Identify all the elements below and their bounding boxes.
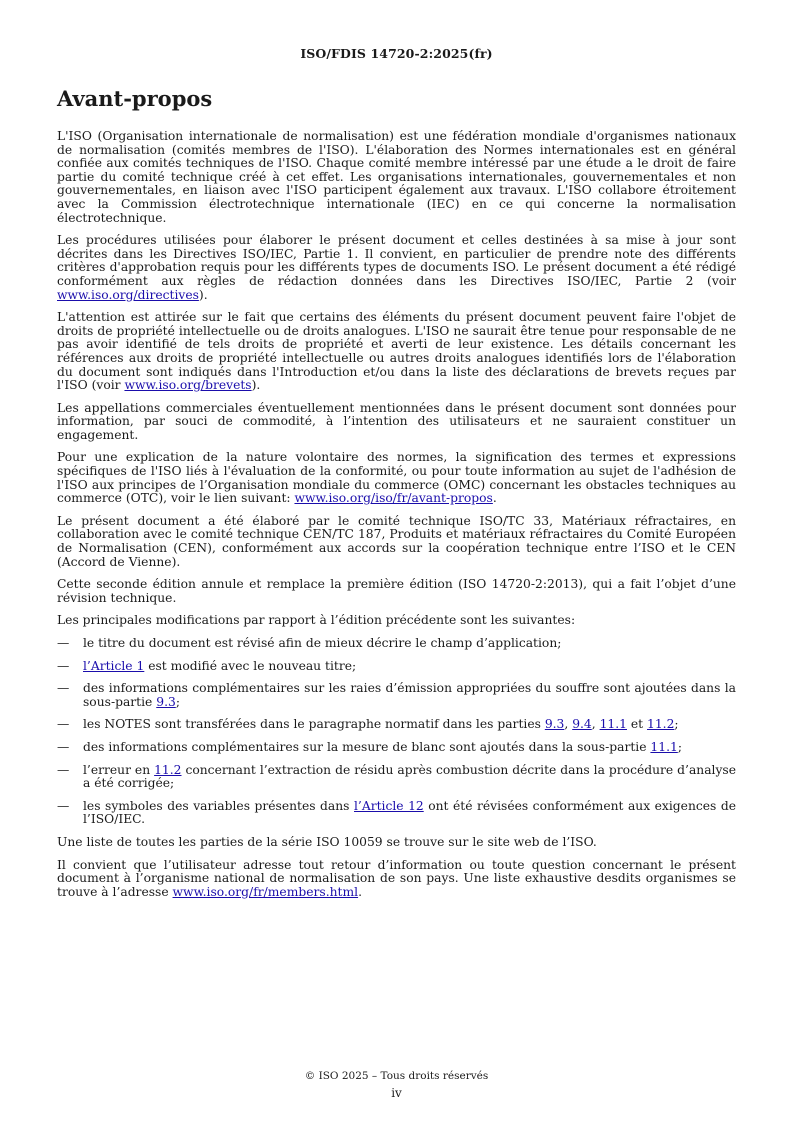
paragraph-patents: L'attention est attirée sur le fait que certains des éléments du présent document peuvent faire l'objet de droits de propriété intellectuelle ou de droits analogues. L'ISO ne saurait être tenue pour responsable de ne pas avoir identifié de tels droits de propriété et averti de leur existence. Les détails concernant les références aux droits de propriété intellectuelle ou autres droits analogues identifiés lors de l'élaboration du document sont indiqués dans l'Introduction et/ou dans la liste des déclarations de brevets reçues par l'ISO (voir www.iso.org/brevets). [57,310,736,393]
link-11-2[interactable]: 11.2 [154,762,182,777]
link-directives[interactable]: www.iso.org/directives [57,287,199,302]
copyright-notice: © ISO 2025 – Tous droits réservés [304,1070,489,1082]
list-item: — des informations complémentaires sur la mesure de blanc sont ajoutés dans la sous-partie 11.1; [57,739,682,754]
link-article-1[interactable]: l’Article 1 [83,658,145,673]
paragraph-series: Une liste de toutes les parties de la série ISO 10059 se trouve sur le site web de l’ISO. [57,834,597,849]
link-brevets[interactable]: www.iso.org/brevets [124,378,252,393]
link-9-3[interactable]: 9.3 [544,717,565,732]
list-item: — l’erreur en 11.2 concernant l’extraction de résidu après combustion décrite dans la procédure d’analyse a été corrigée; [57,762,736,791]
link-9-4[interactable]: 9.4 [572,717,592,732]
paragraph-committee: Le présent document a été élaboré par le comité technique ISO/TC 33, Matériaux réfractaires, en collaboration avec le comité technique CEN/TC 187, Produits et matériaux réfractaires du Comité Européen de Normalisation (CEN), conformément aux accords sur la coopération technique entre l’ISO et le CEN (Accord de Vienne). [57,513,736,569]
link-11-1[interactable]: 11.1 [599,717,627,732]
link-11-1[interactable]: 11.1 [650,739,678,754]
link-9-3[interactable]: 9.3 [156,694,176,709]
list-dash: — [57,739,70,754]
list-dash: — [57,636,70,650]
section-title: Avant-propos [57,86,213,111]
paragraph-voluntary: Pour une explication de la nature volontaire des normes, la signification des termes et expressions spécifiques de l'ISO liés à l'évaluation de la conformité, ou pour toute information au sujet de l'adhésion de l'ISO aux principes de l’Organisation mondiale du commerce (OMC) concernant les obstacles techniques au commerce (OTC), voir le lien suivant: www.iso.org/iso/fr/avant-propos. [57,450,736,506]
page-number: iv [391,1086,402,1100]
list-item: — des informations complémentaires sur les raies d’émission appropriées du souffre sont ajoutées dans la sous-partie 9.3; [57,681,736,709]
paragraph-changes-intro: Les principales modifications par rapport à l’édition précédente sont les suivantes: [57,613,576,628]
paragraph-procedures: Les procédures utilisées pour élaborer le présent document et celles destinées à sa mise à jour sont décrites dans les Directives ISO/IEC, Partie 1. Il convient, en particulier de prendre note des différents critères d'approbation requis pour les différents types de documents ISO. Le présent document a été rédigé conformément aux règles de rédaction données dans les Directives ISO/IEC, Partie 2 (voir www.iso.org/directives). [57,233,736,302]
list-dash: — [57,681,70,696]
list-item: — le titre du document est révisé afin de mieux décrire le champ d’application; [57,636,562,650]
list-item: — les symboles des variables présentes dans l’Article 12 ont été révisées conformément aux exigences de l’ISO/IEC. [57,798,736,827]
list-item: — les NOTES sont transférées dans le paragraphe normatif dans les parties 9.3, 9.4, 11.1 et 11.2; [57,717,679,732]
list-dash: — [57,658,70,673]
link-avant-propos[interactable]: www.iso.org/iso/fr/avant-propos [294,491,493,506]
link-article-12[interactable]: l’Article 12 [354,798,424,813]
link-members[interactable]: www.iso.org/fr/members.html [172,884,359,899]
document-body [57,130,736,908]
list-item: — l’Article 1 est modifié avec le nouveau titre; [57,658,357,673]
list-dash: — [57,798,70,813]
document-header: ISO/FDIS 14720-2:2025(fr) [300,46,493,61]
list-dash: — [57,717,70,732]
paragraph-trade-names: Les appellations commerciales éventuellement mentionnées dans le présent document sont données pour information, par souci de commodité, à l’intention des utilisateurs et ne sauraient constituer un engagement. [57,400,736,442]
page-footer [57,1068,736,1102]
paragraph-edition: Cette seconde édition annule et remplace la première édition (ISO 14720-2:2013), qui a fait l’objet d’une révision technique. [57,577,736,605]
paragraph-feedback: Il convient que l’utilisateur adresse tout retour d’information ou toute question concernant le présent document à l’organisme national de normalisation de son pays. Une liste exhaustive desdits organismes se trouve à l’adresse www.iso.org/fr/members.html. [57,857,736,899]
link-11-2[interactable]: 11.2 [647,717,675,732]
list-dash: — [57,762,70,777]
paragraph-iso-intro: L'ISO (Organisation internationale de normalisation) est une fédération mondiale d'organismes nationaux de normalisation (comités membres de l'ISO). L'élaboration des Normes internationales est en général confiée aux comités techniques de l'ISO. Chaque comité membre intéressé par une étude a le droit de faire partie du comité technique créé à cet effet. Les organisations internationales, gouvernementales et non gouvernementales, en liaison avec l'ISO participent également aux travaux. L'ISO collabore étroitement avec la Commission électrotechnique internationale (IEC) en ce qui concerne la normalisation électrotechnique. [57,129,736,225]
